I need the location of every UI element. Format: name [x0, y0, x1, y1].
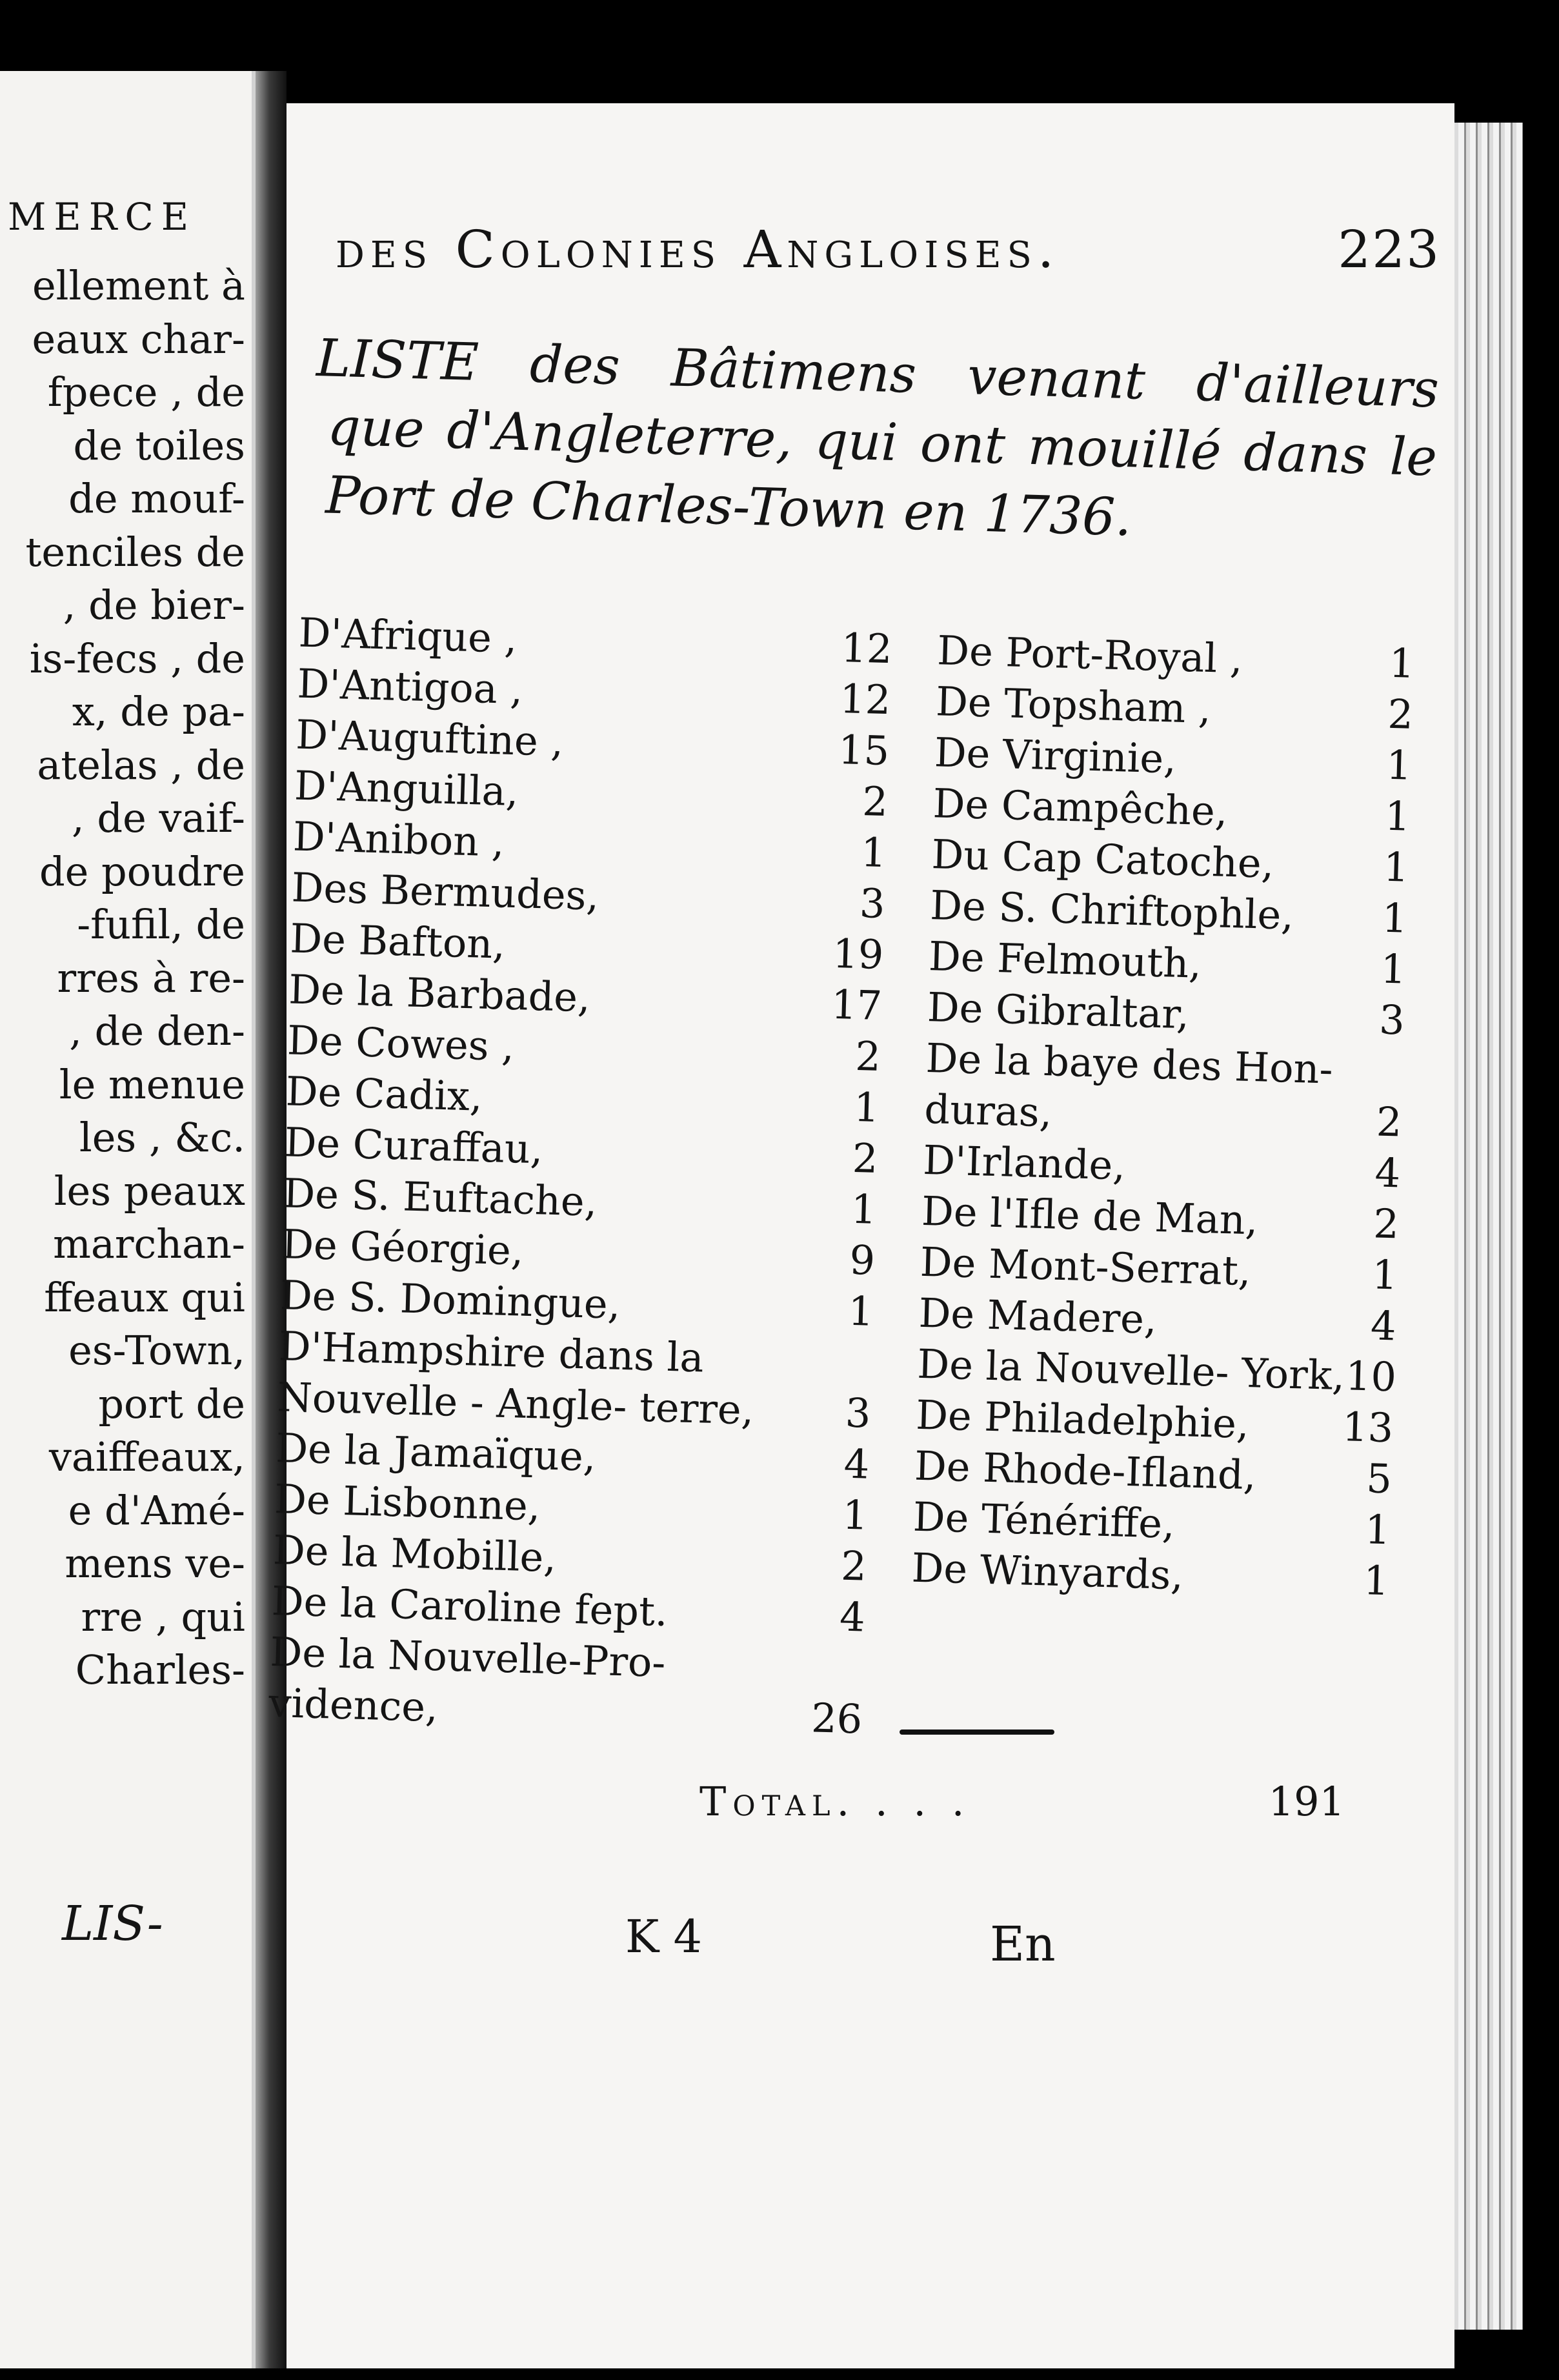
place-name: De Lisbonne,	[274, 1475, 541, 1530]
running-title: des Colonies Angloises.	[336, 219, 1060, 279]
place-name: D'Anibon ,	[292, 812, 505, 866]
ship-count: 1	[853, 1083, 880, 1131]
ship-count: 4	[1370, 1302, 1397, 1350]
place-name: De Winyards,	[910, 1544, 1185, 1599]
left-page-line: e d'Amé-	[68, 1486, 245, 1534]
ship-count: 19	[832, 929, 885, 979]
catchword: En	[990, 1917, 1056, 1972]
ship-count: 1	[1363, 1557, 1390, 1605]
left-page-line: atelas , de	[37, 741, 245, 789]
place-name: De Ténériffe,	[912, 1493, 1176, 1548]
place-name: De Cadix,	[285, 1067, 483, 1120]
ship-count: 13	[1342, 1403, 1394, 1452]
left-page-line: de mouf-	[68, 475, 245, 522]
ship-count: 4	[1374, 1149, 1402, 1197]
left-page-line: -fufil, de	[77, 901, 245, 948]
place-name: Des Bermudes,	[290, 863, 600, 920]
list-item	[924, 1033, 1404, 1148]
ship-count: 4	[843, 1440, 870, 1488]
left-page-line: ffeaux qui	[44, 1273, 245, 1321]
ship-list-left-column	[268, 607, 892, 1745]
ship-count: 1	[847, 1287, 874, 1335]
ship-count: 1	[1384, 792, 1411, 840]
left-page-line: port de	[98, 1380, 245, 1427]
place-name: De Campêche,	[932, 780, 1229, 835]
ship-count: 2	[861, 778, 889, 826]
place-name: De la baye des Hon- duras,	[923, 1034, 1334, 1136]
left-page-line: de poudre	[39, 847, 245, 895]
ship-count: 1	[850, 1185, 878, 1233]
ship-list	[252, 607, 1454, 1865]
ship-count: 2	[852, 1134, 879, 1182]
place-name: D'Hampshire dans la Nouvelle - Angle- terre,	[276, 1322, 755, 1434]
left-page-line: rres à re-	[57, 954, 245, 1002]
ship-count: 1	[1385, 741, 1413, 789]
ship-count: 3	[859, 879, 886, 928]
ship-count: 2	[1373, 1200, 1400, 1248]
left-page-line: le menue	[59, 1060, 245, 1108]
ship-count: 2	[1375, 1098, 1403, 1146]
place-name: De Cowes ,	[287, 1016, 515, 1071]
left-page-line: vaiffeaux,	[48, 1433, 245, 1480]
place-name: De Mont-Serrat,	[920, 1238, 1252, 1295]
left-page-line: fpece , de	[47, 368, 245, 416]
place-name: De Philadelphie,	[915, 1391, 1250, 1448]
page-edges	[1454, 123, 1523, 2330]
ship-count: 3	[844, 1389, 872, 1437]
left-page-line: Charles-	[75, 1646, 245, 1693]
ship-count: 10	[1345, 1352, 1397, 1401]
left-page-line: x, de pa-	[72, 688, 245, 735]
left-page-line: tenciles de	[25, 528, 245, 576]
place-name: De Rhode-Ifland,	[914, 1442, 1257, 1499]
list-title	[312, 324, 1440, 560]
ship-count: 15	[838, 725, 890, 775]
ship-count: 17	[830, 980, 883, 1030]
ship-count: 2	[840, 1542, 867, 1590]
place-name: De S. Euftache,	[282, 1169, 598, 1225]
left-page-text	[25, 259, 245, 1697]
ship-count: 1	[1380, 945, 1407, 993]
left-page-line: is-fecs , de	[29, 634, 245, 682]
total-rule	[900, 1730, 1054, 1735]
total-value: 191	[1268, 1778, 1345, 1825]
ship-count: 12	[840, 624, 893, 673]
list-title-line-1: LISTE des Bâtimens venant d'ailleurs	[316, 327, 1440, 419]
left-page-line: , de den-	[69, 1007, 245, 1054]
ship-count: 1	[1364, 1506, 1391, 1554]
place-name: De Madere,	[918, 1289, 1158, 1344]
left-page-catchword: LIS-	[62, 1896, 163, 1951]
ship-count: 12	[839, 675, 892, 724]
right-page	[268, 103, 1454, 2368]
ship-count: 1	[1371, 1251, 1398, 1299]
left-page-line: , de bier-	[63, 581, 245, 629]
place-name: De S. Domingue,	[279, 1271, 621, 1328]
place-name: De la Nouvelle-Pro- vidence,	[268, 1628, 667, 1731]
place-name: De Gibraltar,	[927, 983, 1190, 1038]
list-item	[268, 1626, 864, 1745]
place-name: De la Mobille,	[272, 1526, 558, 1582]
place-name: De Curaffau,	[283, 1118, 544, 1173]
place-name: D'Anguilla,	[294, 761, 519, 816]
ship-count: 2	[1387, 690, 1414, 738]
place-name: Du Cap Catoche,	[930, 831, 1275, 887]
left-page-line: eaux char-	[32, 315, 245, 363]
place-name: De la Jamaïque,	[275, 1424, 597, 1480]
left-page-line: de toiles	[73, 421, 245, 469]
ship-count: 1	[1382, 843, 1410, 891]
place-name: De la Nouvelle- York,	[916, 1340, 1346, 1400]
place-name: D'Antigoa ,	[296, 660, 524, 714]
left-page-line: es-Town,	[68, 1327, 245, 1374]
list-title-line-3: Port de Charles-Town en 1736.	[325, 465, 1132, 548]
ship-count: 5	[1365, 1455, 1393, 1503]
page-number: 223	[1338, 219, 1440, 279]
left-page-line: marchan-	[53, 1220, 245, 1267]
place-name: De S. Chriftophle,	[929, 882, 1294, 939]
left-page-line: les , &c.	[79, 1114, 245, 1161]
ship-count: 3	[1378, 996, 1405, 1044]
place-name: De la Caroline fept.	[270, 1577, 669, 1636]
list-title-line-2: que d'Angleterre, qui ont mouillé dans le	[327, 396, 1438, 488]
list-item	[277, 1320, 873, 1439]
place-name: De Bafton,	[289, 914, 507, 968]
ship-count: 4	[839, 1593, 866, 1641]
ship-count: 1	[841, 1491, 869, 1539]
ship-count: 9	[849, 1236, 876, 1284]
left-page-line: les peaux	[54, 1167, 245, 1215]
running-header	[336, 219, 1440, 279]
place-name: De la Barbade,	[288, 965, 591, 1022]
place-name: De Virginie,	[934, 729, 1177, 783]
ship-count: 1	[1381, 894, 1409, 942]
place-name: D'Auguftine ,	[295, 711, 565, 766]
signature-mark: K 4	[625, 1910, 703, 1963]
total-label: Total. . . .	[699, 1778, 971, 1825]
total-row	[699, 1778, 1345, 1825]
left-page-line: , de vaif-	[71, 794, 245, 842]
ship-count: 1	[1388, 639, 1416, 687]
left-page	[0, 71, 256, 2368]
place-name: D'Afrique ,	[297, 609, 518, 662]
ship-count: 26	[810, 1694, 863, 1743]
place-name: De l'Ifle de Man,	[921, 1187, 1259, 1244]
place-name: De Felmouth,	[928, 933, 1202, 987]
place-name: De Topsham ,	[935, 678, 1212, 733]
ship-list-right-column	[911, 625, 1416, 1606]
ship-count: 1	[860, 829, 887, 877]
left-page-header: MERCE	[8, 195, 197, 239]
ship-count: 2	[854, 1032, 881, 1080]
left-page-line: ellement à	[32, 262, 245, 309]
left-page-line: mens ve-	[65, 1540, 245, 1587]
left-page-line: rre , qui	[81, 1593, 245, 1640]
place-name: De Géorgie,	[281, 1220, 525, 1275]
place-name: D'Irlande,	[922, 1136, 1127, 1189]
place-name: De Port-Royal ,	[936, 627, 1243, 683]
